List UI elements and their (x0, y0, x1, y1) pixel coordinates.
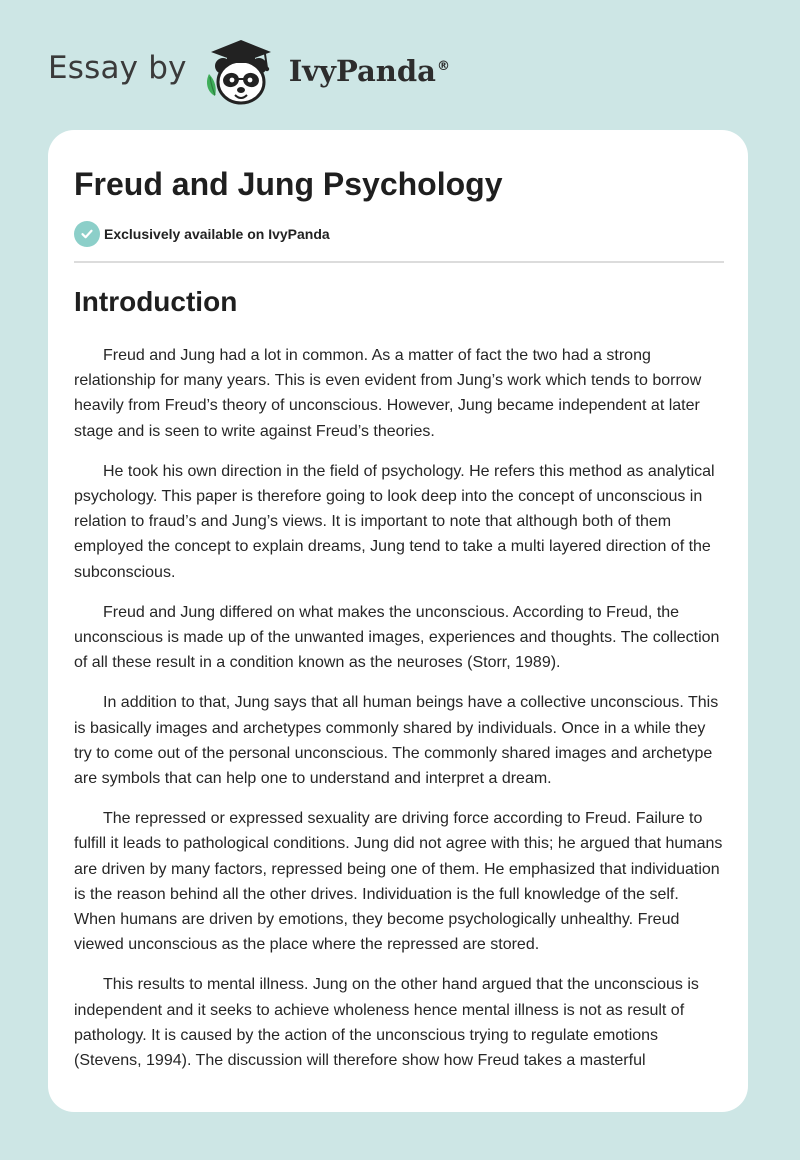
article-card (48, 130, 748, 1112)
panda-logo-icon (201, 30, 281, 110)
paragraph: He took his own direction in the field of psychology. He refers this method as analytical psychology. This paper is therefore going to look deep into the concept of unconscious in relation to fraud’s and Jung’s views. It is important to note that although both of them employed the concept to explain dreams, Jung tend to take a multi layered direction of the subconscious. (74, 462, 715, 581)
site-brand[interactable] (48, 30, 450, 110)
availability-badge (74, 221, 330, 247)
paragraph: This results to mental illness. Jung on the other hand argued that the unconscious is independent and it seeks to achieve wholeness hence mental illness is not as result of pathology. It is caused by the action of the unconscious trying to regulate emotions (Stevens, 1994). The discussion will therefore show how Freud takes a masterful (74, 976, 699, 1070)
paragraph: Freud and Jung had a lot in common. As a matter of fact the two had a strong relationship for many years. This is even evident from Jung’s work which tends to borrow heavily from Freud’s theory of unconscious. However, Jung became independent at later stage and is seen to write against Freud’s theories. (74, 347, 702, 440)
availability-badge-text: Exclusively available on IvyPanda (104, 226, 330, 242)
section-heading-introduction: Introduction (74, 286, 238, 317)
check-circle-icon (74, 221, 100, 247)
paragraph: The repressed or expressed sexuality are driving force according to Freud. Failure to fulfill it leads to pathological conditions. Jung did not agree with this; he argued that humans are driven by many factors, repressed being one of them. He emphasized that individuation is the reason behind all the other drives. Individuation is the full knowledge of the self. When humans are driven by emotions, they become psychologically unhealthy. Freud viewed unconscious as the place where the repressed are stored. (74, 810, 723, 954)
paragraph: Freud and Jung differed on what makes the unconscious. According to Freud, the unconscious is made up of the unwanted images, experiences and thoughts. The collection of all these result in a condition known as the neuroses (Storr, 1989). (74, 603, 720, 672)
article-title: Freud and Jung Psychology (74, 166, 503, 202)
brand-prefix: Essay by (48, 50, 187, 86)
registered-mark: ® (436, 59, 450, 75)
brand-name: IvyPanda® (288, 54, 450, 88)
title-divider (74, 261, 724, 263)
article-body (74, 343, 724, 1088)
paragraph: In addition to that, Jung says that all human beings have a collective unconscious. This is basically images and archetypes commonly shared by individuals. Once in a while they try to come out of the personal unconscious. The commonly shared images and archetype are symbols that can help one to understand and interpret a dream. (74, 694, 719, 788)
